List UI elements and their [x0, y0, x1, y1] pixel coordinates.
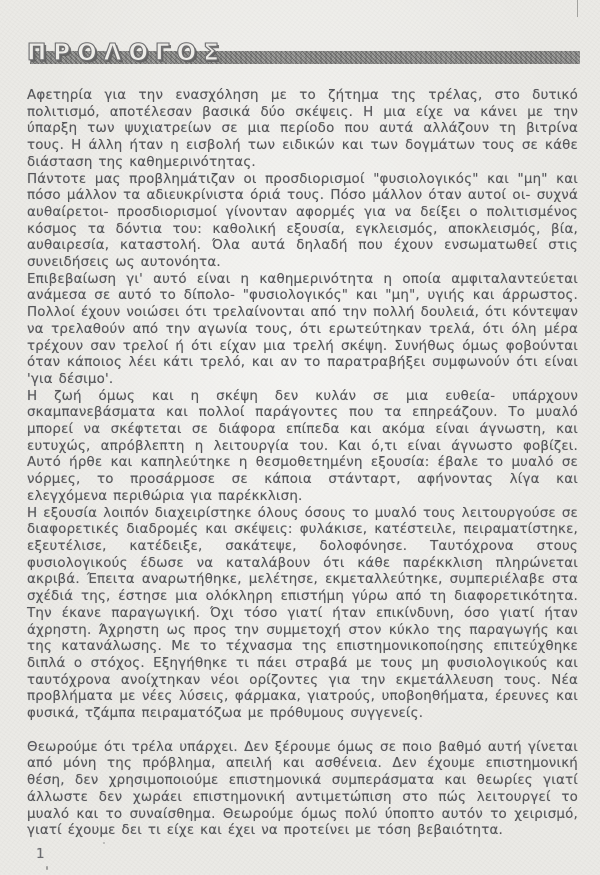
closing-paragraph: Θεωρούμε ότι τρέλα υπάρχει. Δεν ξέρουμε όμως σε ποιο βαθμό αυτή γίνεται από μόνη της πρόβλημα, απειλή και ασθένεια. Δεν έχουμε επιστημονική θέση, δεν χρησιμοποιούμε επιστημονικά συμπεράσματα και θεωρίες γιατί άλλωστε δεν χωράει επιστημονική αντιμετώπιση στο πώς λειτουργεί το μυαλό και το συναίσθημα. Θεωρούμε όμως πολύ ύποπτο αυτόν το χειρισμό, γιατί έχουμε δει τι είχε και έχει να προτείνει με τόση βεβαιότητα.: [27, 739, 578, 839]
page-number: 1: [36, 846, 45, 862]
body-paragraph: Η ζωή όμως και η σκέψη δεν κυλάν σε μια ευθεία- υπάρχουν σκαμπανεβάσματα και πολλοί παράγοντες που τα επηρεάζουν. Το μυαλό μπορεί να σκέφτεται σε διάφορα επίπεδα και ακόμα είναι άγνωστη, και ευτυχώς, απρόβλεπτη η λειτουργία του. Και ό,τι είναι άγνωστο φοβίζει. Αυτό ήρθε και καπηλεύτηκε η θεσμοθετημένη εξουσία: έβαλε το μυαλό σε νόρμες, το προσάρμοσε σε κάποια στάνταρτ, αφήνοντας λίγα και ελεγχόμενα περιθώρια για παρέκκλιση.: [27, 388, 578, 504]
body-paragraph: Η εξουσία λοιπόν διαχειρίστηκε όλους όσους το μυαλό τους λειτουργούσε σε διαφορετικές διαδρομές και σκέψεις: φυλάκισε, κατέστειλε, πειραματίστηκε, εξευτέλισε, κατέδειξε, σακάτεψε, δολοφόνησε. Ταυτόχρονα στους φυσιολογικούς έδωσε να καταλάβουν ότι κάθε παρέκκλιση πληρώνεται ακριβά. Έπειτα αναρωτήθηκε, μελέτησε, εκμεταλλεύτηκε, συμπεριέλαβε στα σχέδιά της, έστησε μια ολόκληρη επιστήμη γύρω από τη διαφορετικότητα. Την έκανε παραγωγική. Όχι τόσο γιατί ήταν επικίνδυνη, όσο γιατί ήταν άχρηστη. Άχρηστη ως προς την συμμετοχή στον κύκλο της παραγωγής και της κατανάλωσης. Με το τέχνασμα της επιστημονικοποίησης επιτεύχθηκε διπλά ο στόχος. Εξηγήθηκε τι πάει στραβά με τους μη φυσιολογικούς και ταυτόχρονα ανοίχτηκαν νέοι ορίζοντες για την εκμετάλλευση τους. Νέα προβλήματα με νέες λύσεις, φάρμακα, γιατρούς, υποβοηθήματα, έρευνες και φυσικά, τζάμπα πειραματόζωα με πρόθυμους συγγενείς.: [27, 505, 578, 722]
body-paragraph: Αφετηρία για την ενασχόληση με το ζήτημα της τρέλας, στο δυτικό πολιτισμό, αποτέλεσαν βασικά δύο σκέψεις. Η μια είχε να κάνει με την ύπαρξη των ψυχιατρείων σε μια περίοδο που αυτά αλλάζουν τη βιτρίνα τους. Η άλλη ήταν η εισβολή των ειδικών και των δογμάτων τους σε κάθε διάσταση της καθημερινότητας.: [27, 88, 578, 170]
page-title: ΠΡΟΛΟΓΟΣ: [27, 40, 226, 66]
scan-artifact-speck: [46, 866, 48, 870]
scan-artifact-speck: [103, 842, 105, 844]
body-text-block: [27, 88, 578, 840]
scan-artifact-scratch: [577, 0, 578, 17]
chapter-header: [27, 42, 580, 70]
body-paragraph: Πάντοτε μας προβλημάτιζαν οι προσδιορισμοί "φυσιολογικός" και "μη" και πόσο μάλλον τα αδιευκρίνιστα όριά τους. Πόσο μάλλον όταν αυτοί οι- συχνά αυθαίρετοι- προσδιορισμοί γίνονταν αφορμές για να δείξει ο πολιτισμένος κόσμος τα δόντια του: καθολική εξουσία, εγκλεισμός, αποκλεισμός, βία, αυθαιρεσία, καταστολή. Όλα αυτά δηλαδή που έχουν ενσωματωθεί στις συνειδήσεις ως αυτονόητα.: [27, 171, 578, 271]
body-paragraph: Επιβεβαίωση γι' αυτό είναι η καθημερινότητα η οποία αμφιταλαντεύεται ανάμεσα σε αυτό το δίπολο- "φυσιολογικός" και "μη", υγιής και άρρωστος. Πολλοί έχουν νοιώσει ότι τρελαίνονται από την πολλή δουλειά, ότι κόντεψαν να τρελαθούν από την αγωνία τους, ότι ερωτεύτηκαν τρελά, ότι όλη μέρα τρέχουν σαν τρελοί ή ότι είχαν μια τρελή σκέψη. Συνήθως όμως φοβούνται όταν κάποιος λέει κάτι τρελό, και αν το παρατραβήξει συμφωνούν ότι είναι 'για δέσιμο'.: [27, 271, 578, 387]
